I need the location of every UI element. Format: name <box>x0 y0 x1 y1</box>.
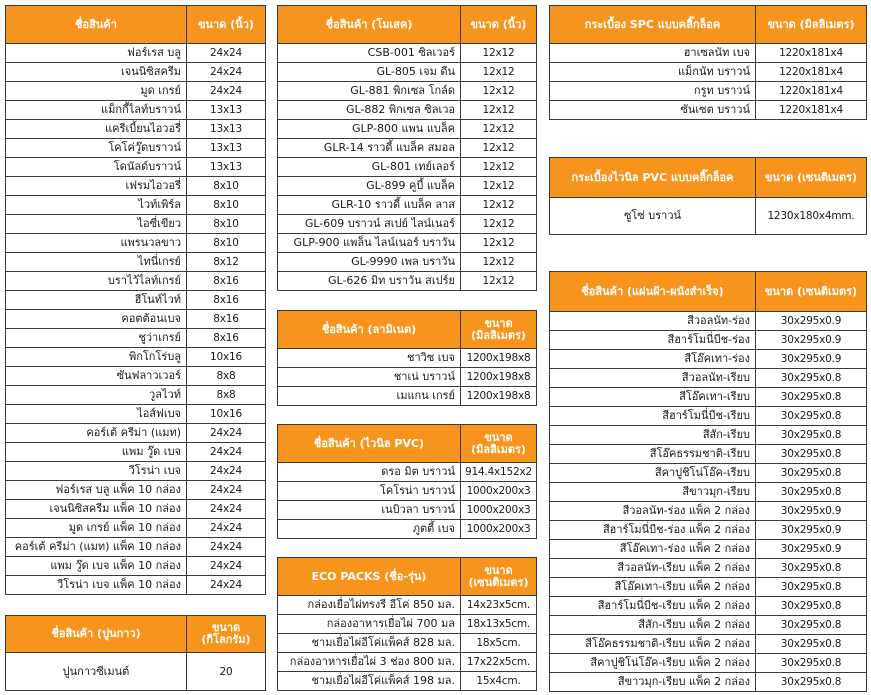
table-row <box>278 387 537 406</box>
product-size-cell: 15x4cm. <box>461 672 537 691</box>
product-size-cell: 1200x198x8 <box>461 387 537 406</box>
table-row <box>278 615 537 634</box>
table-row <box>278 253 537 272</box>
product-name-cell: GL-609 บราวน์ สเปย์ ไลน์เนอร์ <box>278 215 461 234</box>
table-row <box>6 120 266 139</box>
table-row <box>6 196 266 215</box>
product-name-cell: สีขาวมุก-เรียบ แพ็ค 2 กล่อง <box>550 673 756 692</box>
table-row <box>6 82 266 101</box>
product-size-cell: 8x10 <box>187 196 266 215</box>
table-row <box>6 101 266 120</box>
table-row <box>278 672 537 691</box>
table-row <box>278 63 537 82</box>
product-name-cell: สีฮาร์โมนี่บีช-ร่อง แพ็ค 2 กล่อง <box>550 521 756 540</box>
product-size-cell: 12x12 <box>461 177 537 196</box>
table-row <box>550 63 867 82</box>
product-size-cell: 30x295x0.8 <box>756 673 867 692</box>
table-row <box>6 653 266 691</box>
table-row <box>278 158 537 177</box>
product-size-cell: 8x8 <box>187 367 266 386</box>
product-size-cell: 12x12 <box>461 215 537 234</box>
product-size-cell: 1000x200x3 <box>461 501 537 520</box>
product-name-cell: เนบิวลา บราวน์ <box>278 501 461 520</box>
table-row <box>278 44 537 63</box>
product-size-cell: 24x24 <box>187 443 266 462</box>
product-size-cell: 24x24 <box>187 576 266 595</box>
product-size-cell: 30x295x0.8 <box>756 635 867 654</box>
product-size-cell: 30x295x0.8 <box>756 578 867 597</box>
header-row <box>278 558 537 596</box>
product-name-cell: GLR-14 ราวดี้ แบล็ค สมอล <box>278 139 461 158</box>
product-name-cell: เมแกน เกรย์ <box>278 387 461 406</box>
product-name-cell: กล่องอาหารเยื่อไผ่ 700 มล <box>278 615 461 634</box>
product-size-cell: 30x295x0.8 <box>756 597 867 616</box>
product-size-cell: 30x295x0.8 <box>756 445 867 464</box>
product-name-cell: โดนัลด์บราวน์ <box>6 158 187 177</box>
product-size-cell: 30x295x0.9 <box>756 521 867 540</box>
product-name-cell: ชูว่าเกรย์ <box>6 329 187 348</box>
product-name-cell: GL-801 เทย์เลอร์ <box>278 158 461 177</box>
product-size-cell: 12x12 <box>461 101 537 120</box>
table-row <box>550 350 867 369</box>
product-size-cell: 8x10 <box>187 215 266 234</box>
product-name-cell: สีวอลนัท-เรียบ <box>550 369 756 388</box>
table-row <box>278 82 537 101</box>
product-size-cell: 30x295x0.8 <box>756 483 867 502</box>
mosaic-table <box>277 5 537 291</box>
product-name-cell: ฮาเซลนัท เบจ <box>550 44 756 63</box>
product-name-cell: คอร์เต้ ครีม่า (แมท) แพ็ค 10 กล่อง <box>6 538 187 557</box>
product-name-cell: แพม วู๊ด เบจ แพ็ค 10 กล่อง <box>6 557 187 576</box>
product-name-cell: แพรนวลขาว <box>6 234 187 253</box>
product-name-cell: สีฮาร์โมนี่บีช-ร่อง <box>550 331 756 350</box>
product-size-cell: 1220x181x4 <box>756 63 867 82</box>
table-row <box>6 310 266 329</box>
table-row <box>6 234 266 253</box>
product-size-cell: 18x5cm. <box>461 634 537 653</box>
product-name-cell: ดรอ มิต บราวน์ <box>278 463 461 482</box>
ceramic-floor-table <box>5 5 266 595</box>
product-size-cell: 20 <box>187 653 266 691</box>
product-size-cell: 30x295x0.8 <box>756 654 867 673</box>
column-header-size: ขนาด (กิโลกรัม) <box>187 616 266 653</box>
product-size-cell: 30x295x0.9 <box>756 502 867 521</box>
column-header-name: ชื่อสินค้า (ไวนิล PVC) <box>278 425 461 463</box>
product-name-cell: สีโอ๊คเทา-เรียบ แพ็ค 2 กล่อง <box>550 578 756 597</box>
table-row <box>6 272 266 291</box>
table-row <box>6 557 266 576</box>
table-row <box>550 521 867 540</box>
product-size-cell: 30x295x0.8 <box>756 407 867 426</box>
table-row <box>6 367 266 386</box>
product-name-cell: ชาเน่ บราวน์ <box>278 368 461 387</box>
header-row <box>278 6 537 44</box>
product-name-cell: ไวท์เพิร์ล <box>6 196 187 215</box>
column-header-name: กระเบื้องไวนิล PVC แบบคลิ๊กล็อค <box>550 158 756 198</box>
product-name-cell: ฟอร์เรส บลู <box>6 44 187 63</box>
product-size-cell: 12x12 <box>461 272 537 291</box>
product-size-cell: 24x24 <box>187 481 266 500</box>
product-size-cell: 24x24 <box>187 424 266 443</box>
table-row <box>278 120 537 139</box>
table-row <box>6 253 266 272</box>
product-name-cell: GLP-900 แพล็น ไลน์เนอร์ บราวัน <box>278 234 461 253</box>
product-name-cell: สีวอลนัท-ร่อง แพ็ค 2 กล่อง <box>550 502 756 521</box>
product-name-cell: มูด เกรย์ แพ็ค 10 กล่อง <box>6 519 187 538</box>
product-size-cell: 1200x198x8 <box>461 368 537 387</box>
column-header-name: ชื่อสินค้า (แผ่นฝ้า-ผนังสำเร็จ) <box>550 272 756 312</box>
product-size-cell: 12x12 <box>461 63 537 82</box>
product-size-cell: 1000x200x3 <box>461 520 537 539</box>
column-header-size: ขนาด (เซนติเมตร) <box>461 558 537 596</box>
table-row <box>550 597 867 616</box>
product-size-cell: 8x10 <box>187 177 266 196</box>
column-header-name: ชื่อสินค้า <box>6 6 187 44</box>
header-row <box>278 311 537 349</box>
product-name-cell: GL-9990 เพล บราวัน <box>278 253 461 272</box>
table-row <box>550 82 867 101</box>
header-row <box>6 6 266 44</box>
table-row <box>6 500 266 519</box>
table-row <box>6 348 266 367</box>
product-name-cell: สีคาปูชิโน่โอ๊ค-เรียบ <box>550 464 756 483</box>
header-row <box>6 616 266 653</box>
product-name-cell: แครีเบี้ยนไอวอรี่ <box>6 120 187 139</box>
product-size-cell: 12x12 <box>461 44 537 63</box>
table-row <box>550 559 867 578</box>
product-size-cell: 10x16 <box>187 348 266 367</box>
table-row <box>6 519 266 538</box>
table-row <box>550 426 867 445</box>
product-name-cell: สีโอ๊คธรรมชาติ-เรียบ แพ็ค 2 กล่อง <box>550 635 756 654</box>
table-row <box>550 673 867 692</box>
vinyl-click-table <box>549 157 867 235</box>
product-name-cell: ไอส์ฟเบจ <box>6 405 187 424</box>
product-name-cell: คอร์เต้ ครีม่า (แมท) <box>6 424 187 443</box>
product-size-cell: 30x295x0.8 <box>756 426 867 445</box>
product-size-cell: 18x13x5cm. <box>461 615 537 634</box>
product-name-cell: วีโรน่า เบจ <box>6 462 187 481</box>
table-row <box>550 635 867 654</box>
product-size-cell: 30x295x0.8 <box>756 369 867 388</box>
header-row <box>550 6 867 44</box>
table-row <box>6 462 266 481</box>
table-row <box>278 482 537 501</box>
product-name-cell: คอตต้อนเบจ <box>6 310 187 329</box>
product-size-cell: 12x12 <box>461 158 537 177</box>
table-row <box>278 653 537 672</box>
product-size-cell: 1220x181x4 <box>756 82 867 101</box>
product-size-cell: 14x23x5cm. <box>461 596 537 615</box>
product-name-cell: CSB-001 ซิลเวอร์ <box>278 44 461 63</box>
product-size-cell: 24x24 <box>187 538 266 557</box>
table-row <box>6 177 266 196</box>
table-row <box>550 502 867 521</box>
product-size-cell: 12x12 <box>461 139 537 158</box>
product-name-cell: ซันฟลาวเวอร์ <box>6 367 187 386</box>
column-header-size: ขนาด (เซนติเมตร) <box>756 158 867 198</box>
table-row <box>550 407 867 426</box>
header-row <box>550 272 867 312</box>
product-name-cell: วูลไวท์ <box>6 386 187 405</box>
product-name-cell: เจนนิซิสครีม <box>6 63 187 82</box>
column-header-name: ECO PACKS (ชื่อ-รุ่น) <box>278 558 461 596</box>
column-header-name: ชื่อสินค้า (ลามิเนต) <box>278 311 461 349</box>
product-size-cell: 30x295x0.9 <box>756 331 867 350</box>
table-row <box>550 540 867 559</box>
product-name-cell: สีวอลนัท-เรียบ แพ็ค 2 กล่อง <box>550 559 756 578</box>
table-row <box>6 538 266 557</box>
table-row <box>278 596 537 615</box>
product-size-cell: 13x13 <box>187 101 266 120</box>
table-row <box>278 501 537 520</box>
table-row <box>550 616 867 635</box>
column-header-size: ขนาด (มิลลิเมตร) <box>756 6 867 44</box>
product-name-cell: สีโอ๊คเทา-เรียบ <box>550 388 756 407</box>
product-name-cell: GL-882 พิกเซล ซิลเวอ <box>278 101 461 120</box>
table-row <box>550 312 867 331</box>
product-name-cell: สีฮาร์โมนี่บีช-เรียบ <box>550 407 756 426</box>
spc-click-table <box>549 5 867 120</box>
product-size-cell: 13x13 <box>187 120 266 139</box>
table-row <box>550 198 867 235</box>
product-name-cell: สีวอลนัท-ร่อง <box>550 312 756 331</box>
product-size-cell: 1230x180x4mm. <box>756 198 867 235</box>
product-size-cell: 10x16 <box>187 405 266 424</box>
product-name-cell: GLR-10 ราวดี้ แบล็ค ลาส <box>278 196 461 215</box>
product-size-cell: 1200x198x8 <box>461 349 537 368</box>
column-header-name: ชื่อสินค้า (ปูนกาว) <box>6 616 187 653</box>
product-name-cell: โคโค่วู๊ดบราวน์ <box>6 139 187 158</box>
product-name-cell: เฟรมไอวอรี่ <box>6 177 187 196</box>
table-row <box>278 215 537 234</box>
product-name-cell: ฮีโนท์ไวท์ <box>6 291 187 310</box>
table-row <box>6 386 266 405</box>
product-name-cell: วีโรน่า เบจ แพ็ค 10 กล่อง <box>6 576 187 595</box>
product-name-cell: แพม วู๊ด เบจ <box>6 443 187 462</box>
product-size-cell: 17x22x5cm. <box>461 653 537 672</box>
product-name-cell: สีขาวมุก-เรียบ <box>550 483 756 502</box>
table-row <box>550 578 867 597</box>
product-name-cell: ภูตตี้ เบจ <box>278 520 461 539</box>
product-size-cell: 8x12 <box>187 253 266 272</box>
product-name-cell: GLP-800 แพน แบล็ค <box>278 120 461 139</box>
product-name-cell: ไทนี่เกรย์ <box>6 253 187 272</box>
product-size-cell: 24x24 <box>187 82 266 101</box>
product-name-cell: สีฮาร์โมนี่บีช-เรียบ แพ็ค 2 กล่อง <box>550 597 756 616</box>
product-size-cell: 12x12 <box>461 82 537 101</box>
table-row <box>6 158 266 177</box>
table-row <box>6 424 266 443</box>
product-name-cell: บราไว้ไลท์เกรย์ <box>6 272 187 291</box>
product-name-cell: เจนนิซิสครีม แพ็ค 10 กล่อง <box>6 500 187 519</box>
column-header-size: ขนาด (เซนติเมตร) <box>756 272 867 312</box>
product-name-cell: GL-626 มิท บราวัน สเปร์ย <box>278 272 461 291</box>
product-size-cell: 1000x200x3 <box>461 482 537 501</box>
table-row <box>550 445 867 464</box>
product-size-cell: 24x24 <box>187 63 266 82</box>
product-size-cell: 8x10 <box>187 234 266 253</box>
product-name-cell: ฟอร์เรส บลู แพ็ค 10 กล่อง <box>6 481 187 500</box>
product-name-cell: ซันเซต บราวน์ <box>550 101 756 120</box>
table-row <box>278 520 537 539</box>
table-row <box>550 464 867 483</box>
column-header-size: ขนาด (มิลลิเมตร) <box>461 425 537 463</box>
eco-packs-table <box>277 557 537 691</box>
product-size-cell: 8x16 <box>187 272 266 291</box>
table-row <box>6 291 266 310</box>
product-name-cell: ชามเยื่อไผ่อีโค่แพ็คส์ 828 มล. <box>278 634 461 653</box>
product-name-cell: สีสัก-เรียบ <box>550 426 756 445</box>
table-row <box>6 443 266 462</box>
vinyl-pvc-table <box>277 424 537 539</box>
table-row <box>6 576 266 595</box>
table-row <box>550 331 867 350</box>
product-size-cell: 30x295x0.9 <box>756 350 867 369</box>
product-size-cell: 30x295x0.9 <box>756 540 867 559</box>
column-header-size: ขนาด (นิ้ว) <box>461 6 537 44</box>
product-size-cell: 12x12 <box>461 253 537 272</box>
product-name-cell: กล่องเยื่อไผ่ทรงรี อีโค่ 850 มล. <box>278 596 461 615</box>
table-row <box>278 196 537 215</box>
product-name-cell: GL-881 พิกเซล โกล์ด <box>278 82 461 101</box>
product-size-cell: 12x12 <box>461 120 537 139</box>
product-name-cell: ชาวิซ เบจ <box>278 349 461 368</box>
product-size-cell: 8x8 <box>187 386 266 405</box>
table-row <box>550 44 867 63</box>
product-size-cell: 8x16 <box>187 329 266 348</box>
product-size-cell: 30x295x0.9 <box>756 312 867 331</box>
product-size-cell: 8x16 <box>187 291 266 310</box>
product-name-cell: ปูนกาวซีเมนต์ <box>6 653 187 691</box>
product-name-cell: โคโรน่า บราวน์ <box>278 482 461 501</box>
product-size-cell: 13x13 <box>187 158 266 177</box>
table-row <box>6 139 266 158</box>
table-row <box>278 234 537 253</box>
table-row <box>550 369 867 388</box>
product-size-cell: 24x24 <box>187 557 266 576</box>
table-row <box>278 101 537 120</box>
product-size-cell: 24x24 <box>187 462 266 481</box>
product-size-cell: 30x295x0.8 <box>756 616 867 635</box>
product-name-cell: พิกโกโร่บลู <box>6 348 187 367</box>
product-size-cell: 12x12 <box>461 234 537 253</box>
column-header-size: ขนาด (มิลลิเมตร) <box>461 311 537 349</box>
column-header-size: ขนาด (นิ้ว) <box>187 6 266 44</box>
product-size-cell: 30x295x0.8 <box>756 388 867 407</box>
table-row <box>6 329 266 348</box>
product-name-cell: กรูท บราวน์ <box>550 82 756 101</box>
table-row <box>278 177 537 196</box>
product-name-cell: ไอซี่เขียว <box>6 215 187 234</box>
product-size-cell: 8x16 <box>187 310 266 329</box>
product-name-cell: แม็กนัท บราวน์ <box>550 63 756 82</box>
column-header-name: ชื่อสินค้า (โมเสค) <box>278 6 461 44</box>
header-row <box>278 425 537 463</box>
table-row <box>6 481 266 500</box>
table-row <box>550 101 867 120</box>
product-size-cell: 24x24 <box>187 519 266 538</box>
product-name-cell: สีโอ๊คเทา-ร่อง <box>550 350 756 369</box>
product-name-cell: ซูโซ่ บราวน์ <box>550 198 756 235</box>
table-row <box>278 139 537 158</box>
header-row <box>550 158 867 198</box>
product-size-cell: 30x295x0.8 <box>756 464 867 483</box>
table-row <box>6 44 266 63</box>
product-name-cell: มูด เกรย์ <box>6 82 187 101</box>
grout-table <box>5 615 266 691</box>
product-size-cell: 1220x181x4 <box>756 101 867 120</box>
table-row <box>550 388 867 407</box>
product-name-cell: สีสัก-เรียบ แพ็ค 2 กล่อง <box>550 616 756 635</box>
table-row <box>278 272 537 291</box>
product-name-cell: สีคาปูชิโน่โอ๊ค-เรียบ แพ็ค 2 กล่อง <box>550 654 756 673</box>
product-size-cell: 24x24 <box>187 500 266 519</box>
table-row <box>6 63 266 82</box>
product-name-cell: ชามเยื่อไผ่อีโค่แพ็คส์ 198 มล. <box>278 672 461 691</box>
product-size-cell: 13x13 <box>187 139 266 158</box>
product-name-cell: GL-899 คูบี้ แบล็ค <box>278 177 461 196</box>
ceiling-panel-table <box>549 271 867 692</box>
table-row <box>278 368 537 387</box>
table-row <box>278 349 537 368</box>
table-row <box>550 483 867 502</box>
table-row <box>550 654 867 673</box>
table-row <box>278 634 537 653</box>
product-name-cell: สีโอ๊คธรรมชาติ-เรียบ <box>550 445 756 464</box>
table-row <box>278 463 537 482</box>
table-row <box>6 215 266 234</box>
laminate-table <box>277 310 537 406</box>
product-name-cell: GL-805 เจม ดีน <box>278 63 461 82</box>
product-size-cell: 12x12 <box>461 196 537 215</box>
product-name-cell: กล่องอาหารเยื่อไผ่ 3 ช่อง 800 มล. <box>278 653 461 672</box>
product-name-cell: สีโอ๊คเทา-ร่อง แพ็ค 2 กล่อง <box>550 540 756 559</box>
product-name-cell: แม็กกี้ไลท์บราวน์ <box>6 101 187 120</box>
product-size-cell: 914.4x152x2 <box>461 463 537 482</box>
column-header-name: กระเบื้อง SPC แบบคลิ๊กล็อค <box>550 6 756 44</box>
table-row <box>6 405 266 424</box>
product-size-cell: 1220x181x4 <box>756 44 867 63</box>
product-size-cell: 30x295x0.8 <box>756 559 867 578</box>
product-size-cell: 24x24 <box>187 44 266 63</box>
